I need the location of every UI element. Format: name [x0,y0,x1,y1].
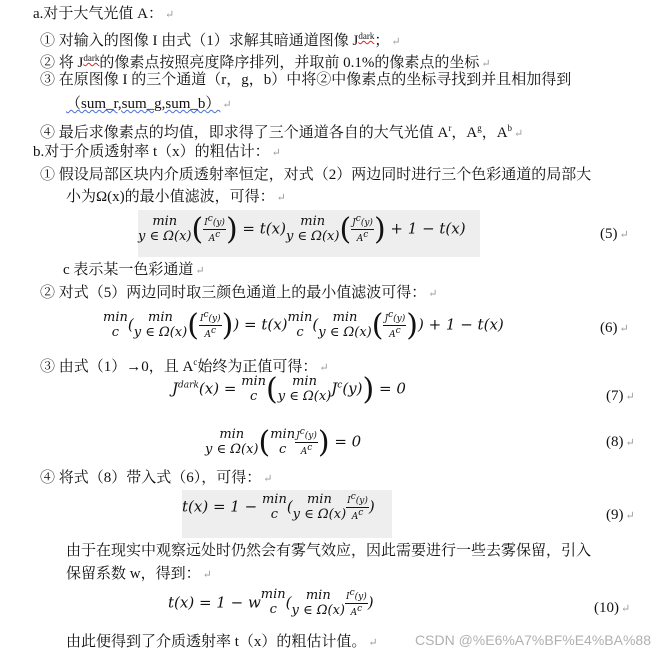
b-step-2: ② 对式（5）两边同时取三颜色通道上的最小值滤波可得： ↵ [40,285,438,301]
a-heading: a.对于大气光值 A： ↵ [33,6,175,22]
equation-8-number: (8) ↵ [606,434,635,450]
paragraph-line-3: 由此便得到了介质透射率 t（x）的粗估计值。 ↵ [66,634,378,650]
equation-6: min c ( min y ∈ Ω(x) ( $\frac{I^c(y)}{A^c}$ )) = t(x) min c ( min y ∈ Ω(x) ( $\frac{J^c(y)}{A^c}$ )) + 1 − t(x) [103,308,504,343]
equation-8: min y ∈ Ω(x) ( min c $\frac{J^c(y)}{A^c}$ ) = 0 [205,425,362,460]
equation-9: t(x) = 1 − min c ( min y ∈ Ω(x) $\frac{I^c(y)}{A^c}$ ) [182,490,392,538]
b-step-4: ④ 将式（8）带入式（6），可得： ↵ [40,470,273,486]
a-step-1: ① 对输入的图像 I 由式（1）求解其暗通道图像 $J^{dark}$； ↵ [40,31,401,49]
b-step-1: ① 假设局部区块内介质透射率恒定，对式（2）两边同时进行三个色彩通道的局部大 [40,167,592,183]
equation-9-number: (9) ↵ [606,507,635,523]
a-step-3-cont: （sum_r,sum_g,sum_b） ↵ [66,96,232,112]
a-step-2: ② 将 $J^{dark}$的像素点按照亮度降序排列，并取前 0.1%的像素点的坐标 ↵ [40,53,491,71]
equation-7-number: (7) ↵ [606,388,635,404]
equation-5: min y ∈ Ω(x) ( $\frac{I^c(y)}{A^c}$ ) = t(x) min y ∈ Ω(x) ( $\frac{J^c(y)}{A^c}$ ) + 1 − t(x) [138,210,480,257]
b-step-3: ③ 由式（1）→0，且 $A^c$始终为正值可得： ↵ [40,357,329,375]
b-step-1-cont: 小为Ω(x)的最小值滤波，可得： ↵ [66,189,286,205]
equation-10-number: (10) ↵ [594,600,631,616]
a-step-4: ④ 最后求像素点的均值，即求得了三个通道各自的大气光值 $A^r$，$A^g$，$A^b$ ↵ [40,123,524,141]
b-heading: b.对于介质透射率 t（x）的粗估计： ↵ [33,144,281,160]
a-step-3: ③ 在原图像 I 的三个通道（r，g，b）中将②中像素点的坐标寻找到并且相加得到 [40,72,572,88]
c-note: c 表示某一色彩通道 ↵ [63,262,205,278]
equation-10: t(x) = 1 − w min c ( min y ∈ Ω(x) $\frac{I^c(y)}{A^c}$ ) [168,587,374,618]
paragraph-line-1: 由于在现实中观察远处时仍然会有雾气效应，因此需要进行一些去雾保留，引入 [66,543,592,559]
equation-6-number: (6) ↵ [600,320,629,336]
paragraph-line-2: 保留系数 w，得到： ↵ [66,566,212,582]
watermark: CSDN @%E6%A7%BF%E4%BA%88 [415,632,651,648]
equation-5-number: (5) ↵ [600,226,629,242]
equation-7: $J^{dark}(x)$ = min c ( min y ∈ Ω(x) $J^c(y)) = 0$ [172,372,406,407]
